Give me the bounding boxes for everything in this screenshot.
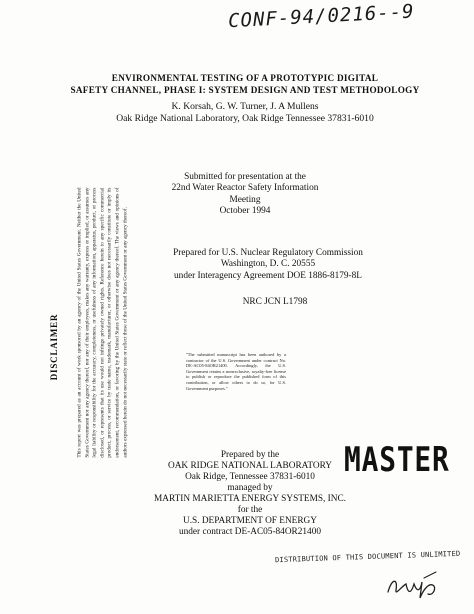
- handwritten-report-number: CONF-94/0216--9: [227, 0, 416, 33]
- disclaimer-block: [34, 187, 164, 480]
- prepared-by-line-4: managed by: [227, 483, 273, 493]
- submission-note: [160, 172, 330, 217]
- prepared-by-line-1: Prepared by the: [220, 450, 280, 460]
- prepared-by-line-5: MARTIN MARIETTA ENERGY SYSTEMS, INC.: [153, 494, 347, 504]
- disclaimer-text: This report was prepared as an account of work sponsored by an agency of the United States Government. Neither the United States Government nor any agency thereof, nor any of their employees, makes any warranty, express or implied, or assumes any legal liability or responsibility for the accuracy, completeness, or usefulness of any information, apparatus, product, or process disclosed, or represents that its use would not infringe privately owned rights. Reference herein to any specific commercial product, process, or service by trade name, trademark, manufacturer, or otherwise does not necessarily constitute or imply its endorsement, recommendation, or favoring by the United States Government or any agency thereof. The views and opinions of authors expressed herein do not necessarily state or reflect those of the United States Government or any agency thereof.: [76, 187, 128, 458]
- submission-date: October 1994: [219, 205, 271, 216]
- sponsor-line-2: Washington, D. C. 20555: [220, 259, 316, 270]
- paper-title-line-2: SAFETY CHANNEL, PHASE I: SYSTEM DESIGN AND TEST METHODOLOGY: [70, 85, 420, 95]
- prepared-by-line-2: OAK RIDGE NATIONAL LABORATORY: [168, 461, 332, 471]
- sponsor-line-3: under Interagency Agreement DOE 1886-8179-8L: [174, 270, 362, 281]
- distribution-stamp: DISTRIBUTION OF THIS DOCUMENT IS UNLIMITED: [274, 549, 461, 565]
- master-stamp: MASTER: [344, 440, 450, 480]
- prepared-by-block: [150, 450, 350, 538]
- nrc-jcn-number: NRC JCN L1798: [242, 297, 308, 307]
- submission-line-2: 22nd Water Reactor Safety Information Meeting: [171, 183, 319, 205]
- authors: K. Korsah, G. W. Turner, J. A Mullens: [171, 101, 319, 112]
- prepared-by-line-7: U.S. DEPARTMENT OF ENERGY: [182, 516, 317, 526]
- affiliation: Oak Ridge National Laboratory, Oak Ridge Tennessee 37831-6010: [116, 113, 374, 124]
- submission-line-1: Submitted for presentation at the: [184, 172, 306, 182]
- signature-scribble-icon: [384, 568, 444, 604]
- disclaimer-title: DISCLAIMER: [49, 313, 59, 381]
- prepared-by-line-6: for the: [237, 505, 263, 515]
- title-block: [70, 72, 420, 125]
- prepared-by-line-8: under contract DE-AC05-84OR21400: [178, 527, 321, 537]
- sponsor-line-1: Prepared for U.S. Nuclear Regulatory Commission: [173, 248, 363, 258]
- prepared-by-line-3: Oak Ridge, Tennessee 37831-6010: [185, 472, 315, 482]
- sponsor-block: [158, 248, 378, 282]
- copyright-notice: "The submitted manuscript has been authored by a contractor of the U.S. Government under contract No. DE-AC05-84OR21400. Accordingly, the U.S. Government retains a nonexclusive, royalty-free license to publish or reproduce the published form of this contribution, or allow others to do so, for U.S. Government purposes.": [186, 352, 286, 391]
- handwritten-signature: [384, 568, 444, 609]
- paper-title-line-1: ENVIRONMENTAL TESTING OF A PROTOTYPIC DIGITAL: [111, 73, 379, 83]
